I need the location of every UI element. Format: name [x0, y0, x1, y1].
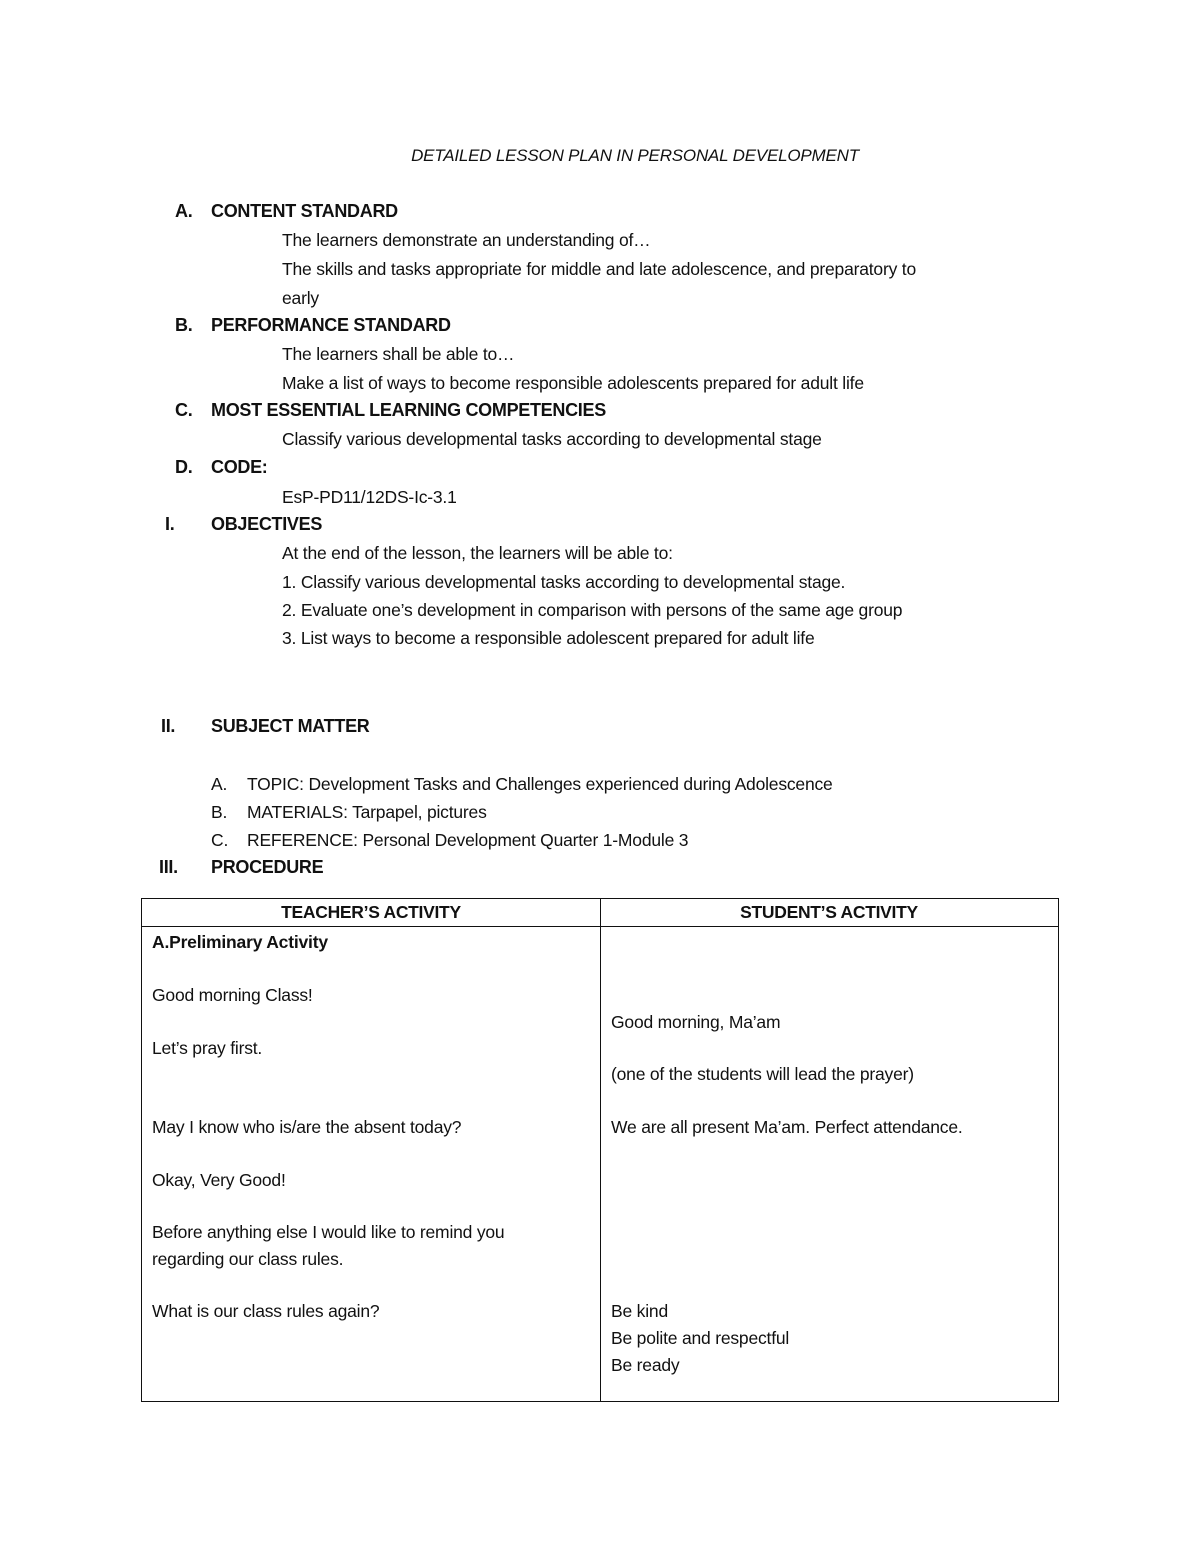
- content-standard-line: The learners demonstrate an understanding of…: [282, 230, 651, 250]
- section-marker: A.: [175, 201, 193, 221]
- teacher-activity-line: Let’s pray first.: [152, 1038, 263, 1058]
- content-standard-line: early: [282, 288, 319, 308]
- header-divider: [142, 926, 1058, 927]
- section-heading-content-standard: [175, 201, 398, 222]
- teacher-activity-header: TEACHER’S ACTIVITY: [281, 902, 461, 922]
- subject-matter-text: MATERIALS: Tarpapel, pictures: [247, 802, 487, 822]
- procedure-table: [141, 898, 1059, 1402]
- teacher-activity-line: Okay, Very Good!: [152, 1170, 286, 1190]
- teacher-activity-subheading: A.Preliminary Activity: [152, 932, 328, 952]
- section-heading-subject-matter: [161, 716, 370, 737]
- performance-standard-line: The learners shall be able to…: [282, 344, 515, 364]
- section-heading-melc: [175, 400, 606, 421]
- objective-item: 3. List ways to become a responsible adolescent prepared for adult life: [282, 628, 815, 648]
- list-marker: A.: [211, 774, 228, 794]
- section-heading-text: MOST ESSENTIAL LEARNING COMPETENCIES: [211, 400, 606, 420]
- section-marker: III.: [159, 857, 178, 877]
- list-marker: B.: [211, 802, 228, 822]
- section-heading-text: OBJECTIVES: [211, 514, 323, 534]
- section-heading-text: PERFORMANCE STANDARD: [211, 315, 451, 335]
- section-heading-code: [175, 457, 268, 478]
- student-activity-line: We are all present Ma’am. Perfect attendance.: [611, 1117, 963, 1137]
- content-standard-line: The skills and tasks appropriate for middle and late adolescence, and preparatory to: [282, 259, 916, 279]
- student-activity-line: Be ready: [611, 1355, 680, 1375]
- teacher-activity-line: Before anything else I would like to remind you: [152, 1222, 505, 1242]
- section-marker: C.: [175, 400, 193, 420]
- column-divider: [600, 899, 601, 1401]
- teacher-activity-line: Good morning Class!: [152, 985, 313, 1005]
- subject-matter-text: TOPIC: Development Tasks and Challenges experienced during Adolescence: [247, 774, 833, 794]
- section-marker: D.: [175, 457, 193, 477]
- section-heading-text: CONTENT STANDARD: [211, 201, 398, 221]
- objective-item: 1. Classify various developmental tasks according to developmental stage.: [282, 572, 846, 592]
- subject-matter-materials: [211, 802, 487, 823]
- section-marker: B.: [175, 315, 193, 335]
- section-marker: II.: [161, 716, 176, 736]
- section-marker: I.: [165, 514, 175, 534]
- performance-standard-line: Make a list of ways to become responsible adolescents prepared for adult life: [282, 373, 864, 393]
- subject-matter-text: REFERENCE: Personal Development Quarter 1-Module 3: [247, 830, 689, 850]
- subject-matter-reference: [211, 830, 689, 851]
- teacher-activity-line: May I know who is/are the absent today?: [152, 1117, 462, 1137]
- subject-matter-topic: [211, 774, 833, 795]
- student-activity-line: Be kind: [611, 1301, 668, 1321]
- melc-line: Classify various developmental tasks according to developmental stage: [282, 429, 822, 449]
- code-value: EsP-PD11/12DS-Ic-3.1: [282, 487, 457, 507]
- student-activity-line: Be polite and respectful: [611, 1328, 790, 1348]
- teacher-activity-line: What is our class rules again?: [152, 1301, 380, 1321]
- student-activity-line: Good morning, Ma’am: [611, 1012, 781, 1032]
- document-title: DETAILED LESSON PLAN IN PERSONAL DEVELOPMENT: [411, 146, 859, 165]
- section-heading-text: CODE:: [211, 457, 268, 477]
- teacher-activity-line: regarding our class rules.: [152, 1249, 344, 1269]
- student-activity-header: STUDENT’S ACTIVITY: [740, 902, 918, 922]
- section-heading-objectives: [165, 514, 323, 535]
- section-heading-procedure: [159, 857, 324, 878]
- objective-intro: At the end of the lesson, the learners will be able to:: [282, 543, 673, 563]
- section-heading-text: SUBJECT MATTER: [211, 716, 370, 736]
- section-heading-text: PROCEDURE: [211, 857, 324, 877]
- list-marker: C.: [211, 830, 229, 850]
- section-heading-performance-standard: [175, 315, 451, 336]
- student-activity-line: (one of the students will lead the prayer): [611, 1064, 914, 1084]
- objective-item: 2. Evaluate one’s development in comparison with persons of the same age group: [282, 600, 903, 620]
